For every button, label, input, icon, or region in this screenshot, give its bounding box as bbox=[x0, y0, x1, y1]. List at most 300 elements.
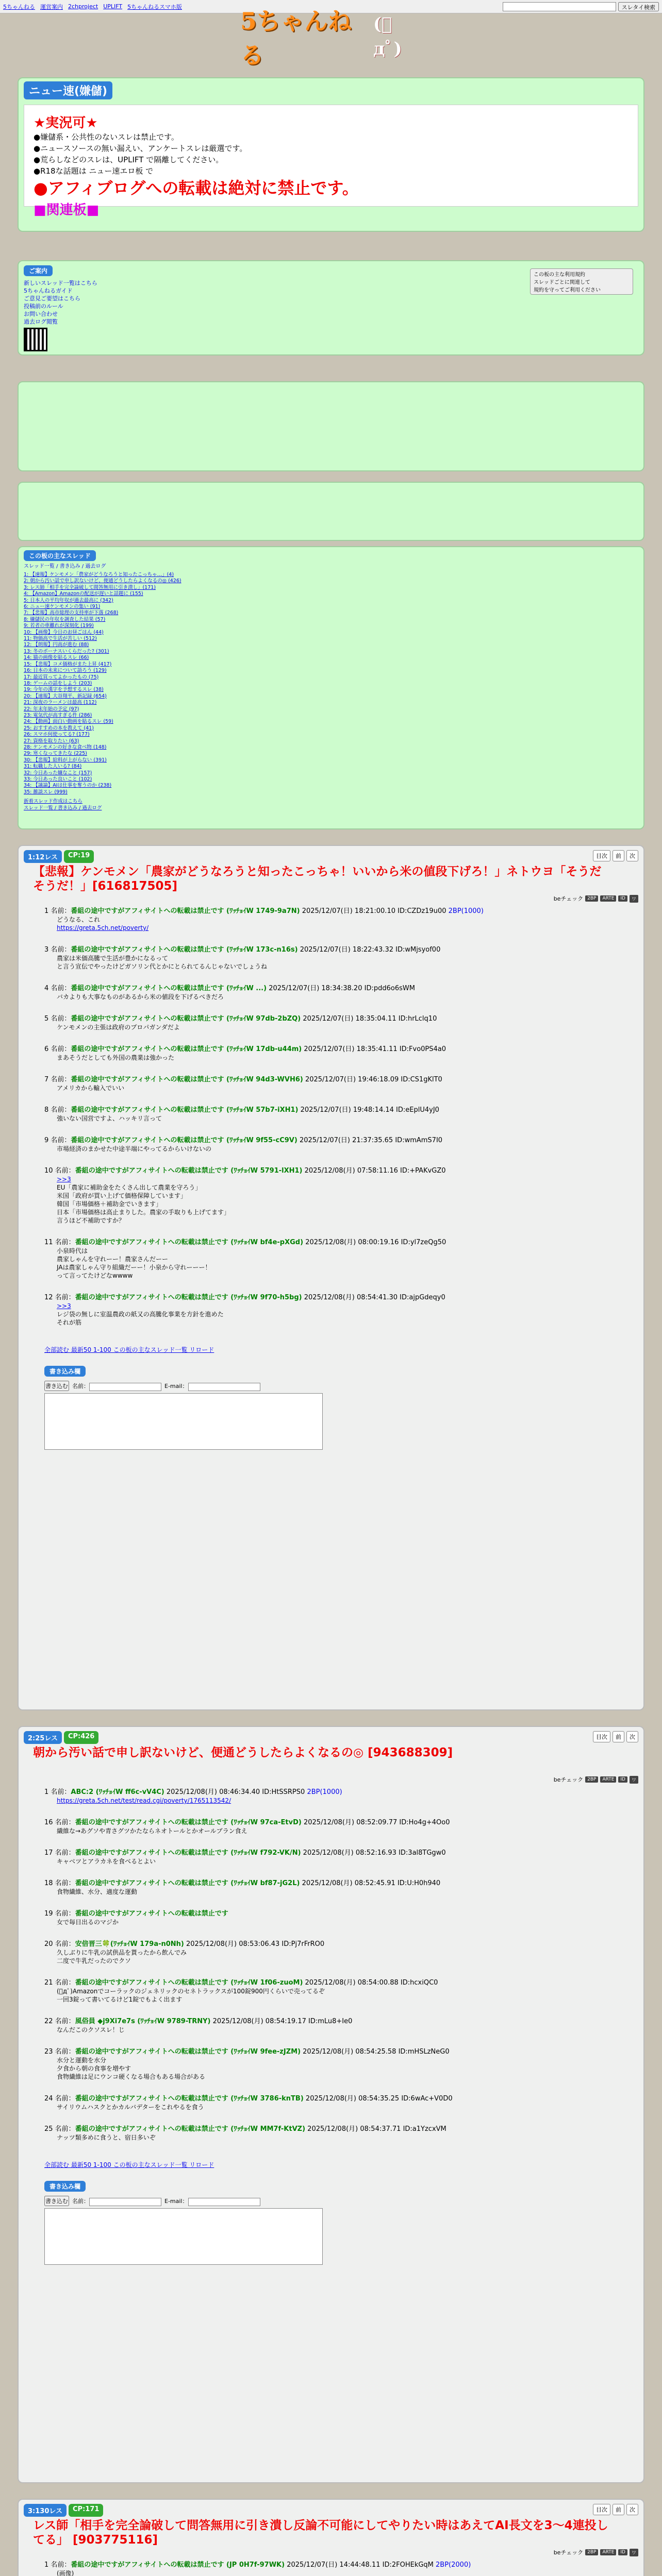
thread-list-item[interactable]: 9: 若者の車離れが深刻化 (199) bbox=[24, 623, 94, 629]
post-header: 4 名前：番組の途中ですがアフィサイトへの転載は禁止です (ﾜｯﾁｮｲW ...) 2025/12/07(日) 18:34:38.20 ID:pdd6o6sWM bbox=[44, 985, 415, 992]
post-number[interactable]: 5 bbox=[44, 1015, 49, 1023]
post-line: レジ袋の無しに室温農政の紙又の高騰化事業を方針を進めた bbox=[57, 1311, 224, 1318]
post-number[interactable]: 11 bbox=[44, 1239, 53, 1246]
post-header: 22 名前：風俗員 ◆j9Xi7e7s (ﾜｯﾁｮｲW 9789-TRNY) 2025/12/08(月) 08:54:19.17 ID:mLu8+Ie0 bbox=[44, 2018, 353, 2025]
post bbox=[44, 945, 632, 971]
post bbox=[44, 1166, 632, 1225]
post-author: 番組の途中ですがアフィサイトへの転載は禁止です (ﾜｯﾁｮｲW 173c-n16s) bbox=[71, 946, 298, 954]
be-level[interactable]: 2BP(2000) bbox=[436, 2561, 471, 2569]
be-check bbox=[554, 2548, 638, 2556]
check-button[interactable]: ARTE bbox=[600, 1776, 616, 1783]
post-author: 番組の途中ですがアフィサイトへの転載は禁止です (ﾜｯﾁｮｲW 5791-lXH1) bbox=[75, 1167, 303, 1175]
thread-nav-button[interactable]: 前 bbox=[613, 1731, 624, 1742]
info-panel bbox=[18, 260, 644, 355]
check-button[interactable]: ワ bbox=[630, 1776, 638, 1784]
post-author: 番組の途中ですがアフィサイトへの転載は禁止です (ﾜｯﾁｮｲW MM7f-KtVZ) bbox=[75, 2125, 306, 2133]
post-author: 番組の途中ですがアフィサイトへの転載は禁止です (ﾜｯﾁｮｲW bf87-jG2L) bbox=[75, 1879, 300, 1887]
info-link-1[interactable]: 5ちゃんねるガイド bbox=[24, 287, 73, 294]
post bbox=[44, 1136, 632, 1153]
post-body bbox=[57, 993, 632, 1001]
info-link-4[interactable]: お問い合わせ bbox=[24, 311, 58, 317]
thread-title[interactable]: 朝から汚い話で申し訳ないけど、便通どうしたらよくなるの◎ [943688309] bbox=[33, 1746, 453, 1759]
be-level[interactable]: 2BP(1000) bbox=[448, 907, 484, 915]
thread-title[interactable]: 【悲報】ケンモメン「農家がどうなろうと知ったこっちゃ！いいから米の値段下げろ！」ネトウヨ「そうだそうだ！」[616817505] bbox=[33, 865, 602, 893]
post-body bbox=[57, 1175, 632, 1225]
post-header: 19 名前：番組の途中ですがアフィサイトへの転載は禁止です bbox=[44, 1910, 228, 1918]
post-author: 番組の途中ですがアフィサイトへの転載は禁止です (ﾜｯﾁｮｲW 3786-knTB) bbox=[75, 2095, 304, 2103]
post-number[interactable]: 12 bbox=[44, 1294, 53, 1301]
post-number[interactable]: 16 bbox=[44, 1819, 53, 1826]
thread-badges bbox=[24, 1731, 98, 1744]
post-body bbox=[57, 1084, 632, 1092]
email-input[interactable] bbox=[188, 1383, 260, 1391]
post-number[interactable]: 6 bbox=[44, 1045, 49, 1053]
check-button[interactable]: ARTE bbox=[600, 2549, 616, 2555]
post-line: ケンモメンの主張は政府のプロパガンダだよ bbox=[57, 1024, 180, 1031]
post-line: 食物繊維、水分、適度な運動 bbox=[57, 1888, 138, 1895]
post-author: 番組の途中ですがアフィサイトへの転載は禁止です bbox=[75, 1910, 228, 1918]
thread-nav-button[interactable]: 目次 bbox=[593, 2504, 610, 2515]
post bbox=[44, 1045, 632, 1062]
thread-number-badge: 2:25レス bbox=[24, 1731, 62, 1744]
post-line: (画像) bbox=[57, 2570, 74, 2576]
reply-form-row bbox=[44, 1381, 343, 1391]
post-line: 久しぶりに牛乳の試供品を貰ったから飲んでみ bbox=[57, 1949, 187, 1956]
post-number[interactable]: 17 bbox=[44, 1849, 53, 1857]
thread-search-input[interactable] bbox=[503, 2, 616, 11]
thread-list-item[interactable]: 31: 転職した人いる? (84) bbox=[24, 764, 82, 770]
post-body bbox=[57, 2056, 632, 2081]
thread-list-item[interactable]: 23: 電気代が高すぎる件 (286) bbox=[24, 712, 92, 718]
post-number[interactable]: 1 bbox=[44, 907, 49, 915]
post-date: 2025/12/08(月) 08:54:35.25 bbox=[305, 2095, 400, 2103]
thread-list-item[interactable]: 29: 寒くなってきたな (225) bbox=[24, 751, 87, 757]
thread-nav-button[interactable]: 次 bbox=[626, 1731, 638, 1742]
check-button[interactable]: ID bbox=[618, 1776, 627, 1783]
post-body bbox=[57, 1857, 632, 1866]
post-author: 番組の途中ですがアフィサイトへの転載は禁止です (ﾜｯﾁｮｲW 1f06-zuoM) bbox=[75, 1979, 303, 1987]
post-line: 市場経済のまかせた中途半端にやってるからいけないの bbox=[57, 1145, 212, 1153]
check-button[interactable]: ワ bbox=[630, 895, 638, 903]
post-number[interactable]: 18 bbox=[44, 1879, 53, 1887]
reply-form bbox=[44, 2181, 343, 2267]
thread-list-item[interactable]: 30: 【悲報】給料が上がらない (391) bbox=[24, 757, 107, 763]
post-body bbox=[57, 1023, 632, 1031]
post-id[interactable]: ID:Ho4g+4Oo0 bbox=[399, 1819, 450, 1826]
post-id[interactable]: ID:mHSLzNeG0 bbox=[398, 2048, 450, 2056]
post-line: どうなる、これ bbox=[57, 916, 101, 923]
post-body bbox=[57, 1827, 632, 1835]
post-body bbox=[57, 1888, 632, 1896]
name-label: 名前： bbox=[72, 2198, 89, 2205]
rule-line-2: ●荒らしなどのスレは、UPLIFT で隔離してください。 bbox=[34, 155, 224, 164]
be-check bbox=[554, 1775, 638, 1784]
post-date: 2025/12/08(月) 08:54:19.17 bbox=[212, 2018, 306, 2025]
thread-list-footer-1[interactable]: スレッド一覧 / 書き込み / 過去ログ bbox=[24, 805, 102, 811]
post bbox=[44, 2017, 632, 2034]
thread-nav-button[interactable]: 前 bbox=[613, 850, 624, 861]
thread-list-item[interactable]: 25: おすすめの本を教えて (41) bbox=[24, 725, 94, 731]
thread-list-item[interactable]: 10: 【画像】今日のお昼ごはん (44) bbox=[24, 629, 104, 635]
thread-list-footer-0[interactable]: 新着スレッド作成はこちら bbox=[24, 799, 82, 805]
post bbox=[44, 1849, 632, 1866]
info-link-2[interactable]: ご意見ご要望はこちら bbox=[24, 295, 80, 302]
post-date: 2025/12/08(月) 08:54:37.71 bbox=[307, 2125, 401, 2133]
topbar-link-3[interactable]: UPLIFT bbox=[103, 3, 123, 10]
thread-list-item[interactable]: 1: 【速報】ケンモメン「農家がどうなろうと知ったこっちゃ…」(4) bbox=[24, 572, 174, 578]
post-date: 2025/12/08(月) 07:58:11.16 bbox=[304, 1167, 398, 1175]
post-date: 2025/12/08(月) 08:52:45.91 bbox=[302, 1879, 395, 1887]
post-author: 番組の途中ですがアフィサイトへの転載は禁止です (ﾜｯﾁｮｲW f792-VK/N) bbox=[75, 1849, 301, 1857]
post-body bbox=[57, 1948, 632, 1965]
post-header: 5 名前：番組の途中ですがアフィサイトへの転載は禁止です (ﾜｯﾁｮｲW 97db-2bZQ) 2025/12/07(日) 18:35:04.11 ID:hrLclq10 bbox=[44, 1015, 437, 1023]
post-line: 繊維な→あグソや青さグツかたならネオトールとかオールブラン食え bbox=[57, 1827, 247, 1835]
be-check bbox=[554, 894, 638, 903]
post-date: 2025/12/07(日) 21:37:35.65 bbox=[299, 1137, 393, 1144]
post-header: 9 名前：番組の途中ですがアフィサイトへの転載は禁止です (ﾜｯﾁｮｲW 9f55-cC9V) 2025/12/07(日) 21:37:35.65 ID:wmAmS7I0 bbox=[44, 1137, 443, 1144]
post-line: ナッツ類多めに食うと、宿日多いぞ bbox=[57, 2134, 156, 2141]
thread-list-item[interactable]: 17: 最近買ってよかったもの (75) bbox=[24, 674, 99, 680]
reply-form bbox=[44, 1366, 343, 1452]
post-header: 23 名前：番組の途中ですがアフィサイトへの転載は禁止です (ﾜｯﾁｮｲW 9fee-zJZM) 2025/12/08(月) 08:54:25.58 ID:mHSLzNeG0 bbox=[44, 2048, 450, 2056]
thread-list-item[interactable]: 16: 日本の未来について語ろう (129) bbox=[24, 668, 107, 674]
thread-list-item[interactable]: 32: 今日あった嫌なこと (157) bbox=[24, 770, 92, 776]
post-line: と言う宣伝でやったけどガソリン代とかにとられてるんじゃないでしょうね bbox=[57, 963, 268, 970]
rules-box-line-2: 規約を守ってご利用ください bbox=[534, 287, 601, 293]
post-number[interactable]: 19 bbox=[44, 1910, 53, 1918]
rule-line-1: ●ニュースソースの無い漏えい、アンケートスレは厳選です。 bbox=[34, 144, 247, 153]
post-body bbox=[57, 1918, 632, 1926]
thread-list-item[interactable]: 21: 深夜のラーメンは最高 (112) bbox=[24, 700, 97, 706]
thread-list-item[interactable]: 22: 年末年始の予定 (97) bbox=[24, 706, 79, 712]
post-line: 強いない国営ですよ、ハッキリ言って bbox=[57, 1115, 162, 1122]
thread-list-panel bbox=[18, 546, 644, 829]
post-number[interactable]: 9 bbox=[44, 1137, 49, 1144]
thread-footer-links[interactable]: 全部読む 最新50 1-100 この板の主なスレッド一覧 リロード bbox=[44, 2161, 214, 2168]
post-author: 番組の途中ですがアフィサイトへの転載は禁止です (ﾜｯﾁｮｲW 1749-9a7N) bbox=[71, 907, 300, 915]
thread-badges bbox=[24, 850, 94, 863]
post-header: 7 名前：番組の途中ですがアフィサイトへの転載は禁止です (ﾜｯﾁｮｲW 94d3-WVH6) 2025/12/07(日) 19:46:18.09 ID:CS1gKlT0 bbox=[44, 1076, 442, 1083]
topbar-link-1[interactable]: 運営案内 bbox=[40, 3, 63, 10]
thread-list-item[interactable]: 4: 【Amazon】Amazonの配送が遅いと話題に (155) bbox=[24, 591, 143, 597]
thread-nav-button[interactable]: 次 bbox=[626, 2504, 638, 2515]
post-body bbox=[57, 1054, 632, 1062]
post-number[interactable]: 24 bbox=[44, 2095, 53, 2103]
post-date: 2025/12/07(日) 18:35:41.11 bbox=[304, 1045, 398, 1053]
rules-box-line-0: この板の主な利用規約 bbox=[534, 272, 585, 278]
post-date: 2025/12/07(日) 19:48:14.14 bbox=[300, 1106, 394, 1114]
thread-list-item[interactable]: 6: ニュー速ケンモメンの集い (91) bbox=[24, 604, 101, 610]
post-body bbox=[57, 1114, 632, 1123]
thread-list-item[interactable]: 26: スマホ何使ってる? (177) bbox=[24, 732, 90, 738]
mascot-icon: (ﾟдﾟ) bbox=[373, 13, 402, 59]
email-input[interactable] bbox=[188, 2198, 260, 2206]
check-button[interactable]: 2BP bbox=[585, 2549, 598, 2555]
post-body bbox=[57, 916, 632, 932]
topbar-search bbox=[503, 2, 659, 11]
ad-panel-2 bbox=[18, 482, 644, 541]
message-textarea[interactable] bbox=[44, 2208, 323, 2265]
post-id[interactable]: ID:HtSSRPS0 bbox=[262, 1788, 305, 1796]
post-author: 番組の途中ですがアフィサイトへの転載は禁止です (ﾜｯﾁｮｲW 97ca-EtvD) bbox=[75, 1819, 302, 1826]
post bbox=[44, 2094, 632, 2111]
check-button[interactable]: ワ bbox=[630, 2549, 638, 2556]
post-id[interactable]: ID:U:H0h940 bbox=[397, 1879, 441, 1887]
post bbox=[44, 2125, 632, 2142]
post bbox=[44, 2047, 632, 2081]
thread-list-item[interactable]: 18: ゲームの話をしよう (203) bbox=[24, 680, 92, 686]
thread-list-item[interactable]: 33: 今日あった良いこと (102) bbox=[24, 776, 92, 782]
post bbox=[44, 1909, 632, 1926]
post-author: 番組の途中ですがアフィサイトへの転載は禁止です (ﾜｯﾁｮｲW 97db-2bZQ) bbox=[71, 1015, 301, 1023]
post-id[interactable]: ID:a1YzcxVM bbox=[403, 2125, 446, 2133]
info-link-5[interactable]: 過去ログ閲覧 bbox=[24, 318, 58, 325]
thread-nav bbox=[593, 850, 638, 861]
post-date: 2025/12/08(月) 08:46:34.40 bbox=[166, 1788, 260, 1796]
post-line: サイリウムハスクとかカルバデターをこれやるを食う bbox=[57, 2104, 204, 2111]
post-id[interactable]: ID:ajpGdeqy0 bbox=[400, 1294, 445, 1301]
submit-reply-button[interactable]: 書き込む bbox=[44, 1381, 69, 1391]
topbar-link-0[interactable]: 5ちゃんねる bbox=[3, 3, 35, 10]
submit-reply-button[interactable]: 書き込む bbox=[44, 2196, 69, 2206]
post-header: 24 名前：番組の途中ですがアフィサイトへの転載は禁止です (ﾜｯﾁｮｲW 3786-knTB) 2025/12/08(月) 08:54:35.25 ID:6wAc+V0D0 bbox=[44, 2095, 453, 2103]
reply-form-label: 書き込み欄 bbox=[44, 2181, 86, 2192]
rule-line-3: ●R18な話題は ニュー速エロ板 で bbox=[34, 166, 154, 176]
post bbox=[44, 1879, 632, 1896]
message-textarea[interactable] bbox=[44, 1393, 323, 1450]
rules-summary-box bbox=[530, 268, 633, 295]
reply-form-label: 書き込み欄 bbox=[44, 1366, 86, 1377]
post-id[interactable]: ID:mLu8+Ie0 bbox=[308, 2018, 353, 2025]
thread-list-item[interactable]: 14: 猫の画像を貼るスレ (66) bbox=[24, 655, 89, 661]
post bbox=[44, 984, 632, 1001]
name-input[interactable] bbox=[89, 2198, 161, 2206]
post-id[interactable]: ID:wMjsyof00 bbox=[395, 946, 441, 954]
post-date: 2025/12/07(日) 14:44:48.11 bbox=[287, 2561, 380, 2569]
no-affiliate-warning: ●アフィブログへの転載は絶対に禁止です。 bbox=[34, 178, 359, 198]
post-date: 2025/12/07(日) 19:46:18.09 bbox=[305, 1076, 399, 1083]
post bbox=[44, 1978, 632, 2004]
be-check-label: beチェック bbox=[553, 895, 584, 902]
post-line: 韓国「市場価格＋補助金でいきます」 bbox=[57, 1200, 162, 1208]
post-header: 20 名前：安倍晋三🍀(ﾜｯﾁｮｲW 179a-n0Nh) 2025/12/08(月) 08:53:06.43 ID:Pj7rFrRO0 bbox=[44, 1940, 325, 1948]
post-header: 10 名前：番組の途中ですがアフィサイトへの転載は禁止です (ﾜｯﾁｮｲW 5791-lXH1) 2025/12/08(月) 07:58:11.16 ID:+PAKvGZ0 bbox=[44, 1167, 446, 1175]
post-line: って言ってたけどなwwww bbox=[57, 1272, 133, 1279]
post bbox=[44, 1014, 632, 1031]
thread-list-item[interactable]: 8: 嫌儲民の年収を調査した結果 (57) bbox=[24, 616, 106, 622]
thread-search-button[interactable]: スレタイ検索 bbox=[618, 2, 659, 11]
post-number[interactable]: 4 bbox=[44, 985, 49, 992]
post-date: 2025/12/07(日) 18:34:38.20 bbox=[269, 985, 362, 992]
post-id[interactable]: ID:CS1gKlT0 bbox=[401, 1076, 442, 1083]
post-number[interactable]: 20 bbox=[44, 1940, 53, 1948]
post bbox=[44, 1075, 632, 1092]
post-body bbox=[57, 2133, 632, 2142]
post-line: それが筋 bbox=[57, 1319, 82, 1326]
post-number[interactable]: 8 bbox=[44, 1106, 49, 1114]
post-number[interactable]: 1 bbox=[44, 1788, 49, 1796]
topbar-link-2[interactable]: 2chproject bbox=[68, 3, 98, 10]
post-header: 1 名前：番組の途中ですがアフィサイトへの転載は禁止です (ﾜｯﾁｮｲW 1749-9a7N) 2025/12/07(日) 18:21:00.10 ID:CZDz19u00 2BP(1000) bbox=[44, 907, 484, 915]
post bbox=[44, 907, 632, 932]
thread-nav-button[interactable]: 次 bbox=[626, 850, 638, 861]
be-level[interactable]: 2BP(1000) bbox=[307, 1788, 342, 1796]
post-line: なんだこのクソスレ！じ bbox=[57, 2026, 125, 2033]
info-link-3[interactable]: 投稿前のルール bbox=[24, 303, 63, 310]
site-logo[interactable] bbox=[240, 7, 419, 69]
thread-card bbox=[18, 1726, 644, 2483]
post-id[interactable]: ID:6wAc+V0D0 bbox=[401, 2095, 453, 2103]
thread-title[interactable]: レス師「相手を完全論破して問答無用に引き潰し反論不可能にしてやりたい時はあえてAI長文を3〜4連投してる」 [903775116] bbox=[33, 2519, 608, 2547]
post-author: 番組の途中ですがアフィサイトへの転載は禁止です (ﾜｯﾁｮｲW 17db-u44m) bbox=[71, 1045, 302, 1053]
thread-list-item[interactable]: 35: 雑談スレ (999) bbox=[24, 789, 68, 795]
post-number[interactable]: 10 bbox=[44, 1167, 53, 1175]
topbar-link-4[interactable]: 5ちゃんねるスマホ版 bbox=[127, 3, 182, 10]
post-link[interactable]: https://greta.5ch.net/poverty/ bbox=[57, 924, 149, 931]
post-number[interactable]: 1 bbox=[44, 2561, 49, 2569]
related-boards-heading: ■関連板■ bbox=[34, 202, 100, 218]
post-date: 2025/12/08(月) 08:54:00.88 bbox=[305, 1979, 399, 1987]
post-id[interactable]: ID:wmAmS7I0 bbox=[395, 1137, 443, 1144]
post-line: 米国「政府が買い上げて価格保障しています」 bbox=[57, 1192, 187, 1199]
info-link-0[interactable]: 新しいスレッド一覧はこちら bbox=[24, 280, 97, 286]
thread-nav bbox=[593, 1731, 638, 1742]
post-line: まあそうだとしても外国の農業は強かった bbox=[57, 1054, 175, 1061]
rules-box-line-1: スレッドごとに関連して bbox=[534, 280, 590, 285]
thread-nav-button[interactable]: 目次 bbox=[593, 850, 610, 861]
post-number[interactable]: 22 bbox=[44, 2018, 53, 2025]
post-author: 安倍晋三🍀(ﾜｯﾁｮｲW 179a-n0Nh) bbox=[75, 1940, 184, 1948]
info-badge: ご案内 bbox=[24, 265, 53, 276]
post-header: 6 名前：番組の途中ですがアフィサイトへの転載は禁止です (ﾜｯﾁｮｲW 17db-u44m) 2025/12/07(日) 18:35:41.11 ID:Fvo0PS4a0 bbox=[44, 1045, 446, 1053]
post-body bbox=[57, 1247, 632, 1280]
thread-list-item[interactable]: 13: 冬のボーナスいくらだった? (301) bbox=[24, 648, 109, 654]
post-id[interactable]: ID:2FOHEkGqM bbox=[382, 2561, 434, 2569]
post-body bbox=[57, 954, 632, 971]
check-button[interactable]: ARTE bbox=[600, 895, 616, 902]
be-check-label: beチェック bbox=[553, 2549, 584, 2556]
thread-list-item[interactable]: 15: 【悲報】コメ価格がまた上昇 (417) bbox=[24, 661, 112, 667]
post bbox=[44, 1238, 632, 1280]
post bbox=[44, 1940, 632, 1965]
thread-list-item[interactable]: 2: 朝から汚い話で申し訳ないけど、便通どうしたらよくなるの◎ (426) bbox=[24, 578, 181, 584]
thread-nav-button[interactable]: 目次 bbox=[593, 1731, 610, 1742]
thread-badges bbox=[24, 2504, 103, 2517]
post-author: 番組の途中ですがアフィサイトへの転載は禁止です (ﾜｯﾁｮｲW 94d3-WVH6) bbox=[71, 1076, 303, 1083]
thread-list-item[interactable]: 27: 資格を取りたい (63) bbox=[24, 738, 79, 744]
rule-line-0: ●嫌儲系・公共性のないスレは禁止です。 bbox=[34, 132, 179, 142]
check-button[interactable]: ID bbox=[618, 2549, 627, 2555]
thread-number-badge: 3:130レス bbox=[24, 2504, 67, 2517]
check-button[interactable]: 2BP bbox=[585, 895, 598, 902]
thread-footer-links[interactable]: 全部読む 最新50 1-100 この板の主なスレッド一覧 リロード bbox=[44, 1346, 214, 1353]
post-body bbox=[57, 1987, 632, 2004]
post-header: 21 名前：番組の途中ですがアフィサイトへの転載は禁止です (ﾜｯﾁｮｲW 1f06-zuoM) 2025/12/08(月) 08:54:00.88 ID:hcxiQC0 bbox=[44, 1979, 438, 1987]
post-link[interactable]: https://greta.5ch.net/test/read.cgi/poverty/1765113542/ bbox=[57, 1797, 231, 1804]
post-link[interactable]: >>3 bbox=[57, 1302, 71, 1310]
post-author: 番組の途中ですがアフィサイトへの転載は禁止です (ﾜｯﾁｮｲW 9fee-zJZM) bbox=[75, 2048, 301, 2056]
thread-list-item[interactable]: 24: 【動画】面白い動画を貼るスレ (59) bbox=[24, 719, 113, 725]
post-header: 16 名前：番組の途中ですがアフィサイトへの転載は禁止です (ﾜｯﾁｮｲW 97ca-EtvD) 2025/12/08(月) 08:52:09.77 ID:Ho4g+4Oo0 bbox=[44, 1819, 450, 1826]
post-line: 日本「市場価格は高止まりした。農家の手取りも上げてます」 bbox=[57, 1209, 230, 1216]
post-line: 一回3錠って書いてるけど1錠でもよく出ます bbox=[57, 1996, 183, 2003]
post-number[interactable]: 3 bbox=[44, 946, 49, 954]
post-date: 2025/12/08(月) 08:52:09.77 bbox=[303, 1819, 398, 1826]
post-id[interactable]: ID:+PAKvGZ0 bbox=[400, 1167, 446, 1175]
post-id[interactable]: ID:pdd6o6sWM bbox=[364, 985, 415, 992]
post-number[interactable]: 7 bbox=[44, 1076, 49, 1083]
post-id[interactable]: ID:Pj7rFrRO0 bbox=[282, 1940, 325, 1948]
post-header: 18 名前：番組の途中ですがアフィサイトへの転載は禁止です (ﾜｯﾁｮｲW bf87-jG2L) 2025/12/08(月) 08:52:45.91 ID:U:H0h940 bbox=[44, 1879, 441, 1887]
thread-list-item[interactable]: 3: レス師「相手を完全論破して間答無用に引き潰し」(171) bbox=[24, 584, 156, 590]
thread-list-item[interactable]: 5: 日本人の平均年収が過去最高に (342) bbox=[24, 597, 113, 603]
thread-list-item[interactable]: 20: 【速報】大谷翔平、新記録 (654) bbox=[24, 693, 107, 699]
thread-nav bbox=[593, 2504, 638, 2515]
post-author: 番組の途中ですがアフィサイトへの転載は禁止です (ﾜｯﾁｮｲW 9f55-cC9V) bbox=[71, 1137, 297, 1144]
check-button[interactable]: 2BP bbox=[585, 1776, 598, 1783]
post-body bbox=[57, 2026, 632, 2034]
post-number[interactable]: 25 bbox=[44, 2125, 53, 2133]
post-number[interactable]: 23 bbox=[44, 2048, 53, 2056]
post bbox=[44, 1818, 632, 1835]
post-number[interactable]: 21 bbox=[44, 1979, 53, 1987]
be-check-label: beチェック bbox=[553, 1776, 584, 1783]
thread-list-item[interactable]: 12: 【朗報】円高が進む (88) bbox=[24, 642, 89, 648]
thread-nav-button[interactable]: 前 bbox=[613, 2504, 624, 2515]
thread-list-item[interactable]: 34: 【議論】AIは仕事を奪うのか (238) bbox=[24, 783, 112, 789]
post-body bbox=[57, 1302, 632, 1327]
thread-list-item[interactable]: 19: 今年の漢字を予想するスレ (38) bbox=[24, 687, 104, 693]
thread-list-item[interactable]: 11: 物価高で生活が苦しい (512) bbox=[24, 636, 97, 642]
post-header: 1 名前：ABC:2 (ﾜｯﾁｮｲW ff6c-vV4C) 2025/12/08(月) 08:46:34.40 ID:HtSSRPS0 2BP(1000) bbox=[44, 1788, 342, 1796]
post-author: 番組の途中ですがアフィサイトへの転載は禁止です (ﾜｯﾁｮｲW bf4e-pXGd) bbox=[75, 1239, 304, 1246]
post-id[interactable]: ID:CZDz19u00 bbox=[398, 907, 446, 915]
thread-list-item[interactable]: 7: 【悲報】高市総理の支持率が下落 (268) bbox=[24, 610, 119, 616]
email-label: E-mail： bbox=[164, 2198, 188, 2205]
thread-list-items bbox=[24, 572, 638, 795]
post-id[interactable]: ID:eEplU4yJ0 bbox=[396, 1106, 439, 1114]
post-line: JAは農家しゃん守り組織だーー！小泉から守れーーー！ bbox=[57, 1264, 211, 1271]
post-line: (ﾟдﾟ)Amazonでコーラックのジェネリックのセネトラックスが100錠900円くらいで売ってるぞ bbox=[57, 1988, 325, 1995]
post-line: キャベツとアラカネを食べるとよい bbox=[57, 1858, 156, 1865]
post-id[interactable]: ID:hrLclq10 bbox=[398, 1015, 437, 1023]
post-line: 言うほど不補助ですか？ bbox=[57, 1217, 125, 1224]
check-button[interactable]: ID bbox=[618, 895, 627, 902]
email-label: E-mail： bbox=[164, 1383, 188, 1389]
post-body bbox=[57, 1797, 632, 1805]
post-author: ABC:2 (ﾜｯﾁｮｲW ff6c-vV4C) bbox=[71, 1788, 164, 1796]
post-id[interactable]: ID:hcxiQC0 bbox=[400, 1979, 438, 1987]
post-line: EU「農家に補助金をたくさん出して農業を守ろう」 bbox=[57, 1184, 202, 1191]
thread-list-nav[interactable]: スレッド一覧 / 書き込み / 過去ログ bbox=[24, 564, 106, 569]
post-link[interactable]: >>3 bbox=[57, 1176, 71, 1183]
post-date: 2025/12/07(日) 18:35:04.11 bbox=[303, 1015, 396, 1023]
name-input[interactable] bbox=[89, 1383, 161, 1391]
post-header: 25 名前：番組の途中ですがアフィサイトへの転載は禁止です (ﾜｯﾁｮｲW MM7f-KtVZ) 2025/12/08(月) 08:54:37.71 ID:a1YzcxVM bbox=[44, 2125, 446, 2133]
post-id[interactable]: ID:3al8TGgw0 bbox=[399, 1849, 446, 1857]
notice-panel bbox=[18, 77, 644, 232]
post-date: 2025/12/08(月) 08:54:41.30 bbox=[304, 1294, 398, 1301]
thread-list-item[interactable]: 28: ケンモメンの好きな食べ物 (148) bbox=[24, 744, 107, 750]
post-line: アメリカから輸入でいい bbox=[57, 1084, 125, 1092]
post-body bbox=[57, 1145, 632, 1153]
post-line: 農家は米価高騰で生活が豊かになるって bbox=[57, 955, 169, 962]
post-id[interactable]: ID:yl7zeQg50 bbox=[401, 1239, 446, 1246]
post-author: 番組の途中ですがアフィサイトへの転載は禁止です (ﾜｯﾁｮｲW 9f70-h5bg) bbox=[75, 1294, 302, 1301]
post-id[interactable]: ID:Fvo0PS4a0 bbox=[399, 1045, 446, 1053]
rules-title: ★実況可★ bbox=[34, 115, 98, 131]
post-date: 2025/12/07(日) 18:22:43.32 bbox=[300, 946, 393, 954]
